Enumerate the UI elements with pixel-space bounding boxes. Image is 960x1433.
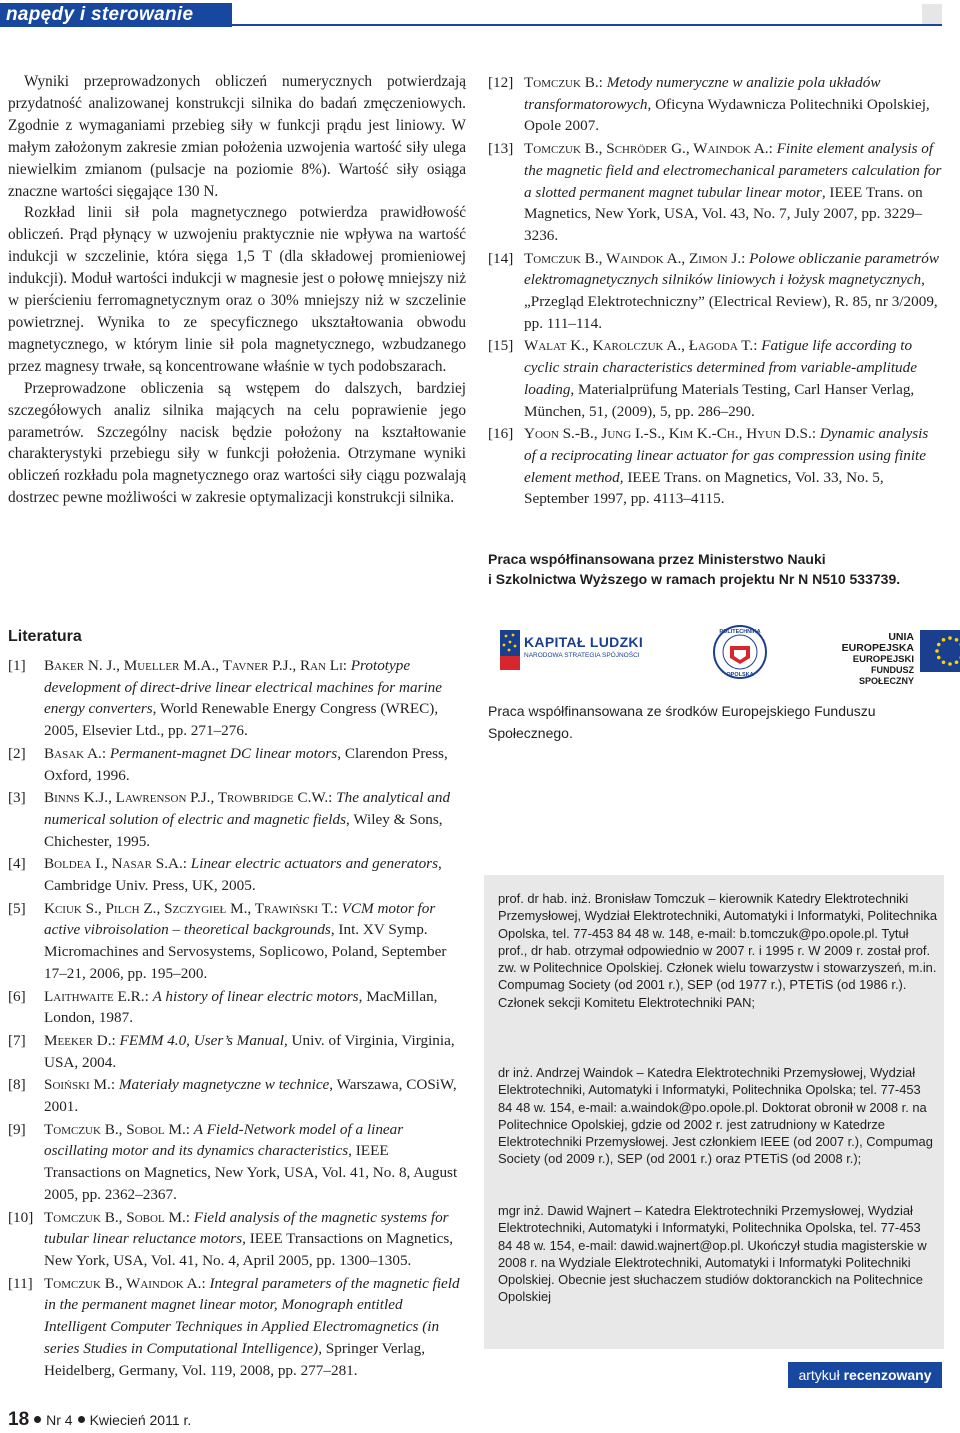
reference-number: [2] [8,744,26,762]
ue-logo-line: FUNDUSZ SPOŁECZNY [858,665,914,686]
reference-details: , Materialprüfung Materials Testing, Carl Hanser Verlag, München, 51, (2009), 5, pp. 286–290. [524,380,915,420]
reference-authors: Walat K., Karolczuk A., Łagoda T. [524,337,754,355]
reference-title: Polowe obliczanie parametrów elektromagnetycznych silników liniowych i łożysk magnetycznych [524,249,940,289]
reference-authors: Basak A. [44,744,102,762]
reference-title: Metody numeryczne w analizie pola układów transformatorowych [524,74,881,113]
reference-item [488,423,943,510]
eu-star-icon [948,636,952,640]
politechnika-opolska-seal-icon [712,624,768,680]
reference-authors: Kciuk S., Pilch Z., Szczygieł M., Trawiński T. [44,899,334,917]
eu-star-icon [937,643,941,647]
reference-authors: Soiński M. [44,1076,111,1094]
reference-separator: : [753,337,762,355]
eu-star-icon [948,662,952,666]
reference-details: , Univ. of Virginia, Virginia, USA, 2004. [44,1031,455,1071]
eu-star-icon [955,660,959,664]
bullet-icon [34,1416,41,1423]
reference-item [8,743,466,786]
reference-number: [5] [8,899,26,917]
reference-number: [8] [8,1076,26,1094]
reference-details: , Int. XV Symp. Micromachines and Servosystems, Soplicowo, Poland, September 17–21, 2006, pp. 195–200. [44,921,447,982]
reference-details: , MacMillan, London, 1987. [44,987,438,1027]
reference-number: [15] [488,337,514,355]
kapital-ludzki-logo-sub: NARODOWA STRATEGIA SPÓJNOŚCI [524,652,640,659]
reference-details: , „Przegląd Elektrotechniczny” (Electrical Review), R. 85, nr 3/2009, pp. 111–114. [524,271,938,332]
reference-item [488,138,943,247]
bullet-icon [78,1416,85,1423]
reference-separator: : [811,425,820,443]
eu-star-icon [942,638,946,642]
reference-title: A Field-Network model of a linear oscillating motor and its dynamics characteristics [44,1120,404,1160]
author-bios-box [484,875,944,1349]
funding-note-line: i Szkolnictwa Wyższego w ramach projektu Nr N N510 533739. [488,571,901,587]
seal-bottom-text: OPOLSKA [726,672,754,678]
reference-number: [9] [8,1120,26,1138]
reference-title: VCM motor for active vibroisolation – theoretical backgrounds [44,899,436,939]
header-corner-square [922,4,942,24]
reference-item [488,72,943,137]
reference-number: [11] [8,1274,33,1292]
author-bio: prof. dr hab. inż. Bronisław Tomczuk – kierownik Katedry Elektrotechniki Przemysłowej, Wydział Elektrotechniki, Automatyki i Informatyki, Politechnika Opolska, tel. 77-453 84 48 w. 148, e-mail: b.tomczuk@po.opole.pl. Tytuł prof., dr hab. otrzymał odpowiednio w 2007 r. i 1995 r. W 2009 r. został prof. zw. w Politechnice Opolskiej. Członek wielu towarzystw i stowarzyszeń, m.in. Compumag Society (od 2001 r.), SEP (od 1977 r.), PTETiS (od 1986 r.). Członek sekcji Komitetu Elektrotechniki PAN; [498,891,938,1010]
sponsor-logos [484,624,944,686]
reference-details: , Wiley & Sons, Chichester, 1995. [44,810,443,850]
reference-details: , Clarendon Press, Oxford, 1996. [44,744,448,784]
reference-number: [16] [488,425,514,443]
reference-title: Fatigue life according to cyclic strain characteristics determined from variable-amplitude loading [524,337,917,398]
reference-number: [4] [8,855,26,873]
reference-authors: Tomczuk B., Waindok A., Zimon J. [524,249,742,267]
reference-separator: : [111,1031,120,1049]
reference-separator: : [768,140,777,158]
eu-funding-note: Praca współfinansowana ze środków Europejskiego Funduszu Społecznego. [488,703,876,741]
seal-top-text: POLITECHNIKA [719,629,761,635]
kapital-ludzki-logo [524,634,643,659]
reference-title: The analytical and numerical solution of electric and magnetic fields [44,789,451,828]
ue-logo-line: UNIA EUROPEJSKA [841,631,914,654]
reference-item [8,853,466,896]
reference-item [8,1273,466,1382]
author-bio: dr inż. Andrzej Waindok – Katedra Elektrotechniki Przemysłowej, Wydział Elektrotechniki, Automatyki i Informatyki, Politechnika Opolska; tel. 77-453 84 48 w. 154, e-mail: a.waindok@po.opole.pl. Doktorat obronił w 2008 r. na Politechnice Opolskiej, gdzie od 2002 r. jest zatrudniony w Katedrze Elektrotechniki Przemysłowej. Jest członkiem IEEE (od 2007 r.), Compumag Society (od 2009 r.), SEP (od 2001 r.) oraz PTETiS (od 2008 r.); [498,1065,933,1167]
reference-item [8,787,466,852]
reference-separator: : [185,1208,194,1226]
reference-title: Finite element analysis of the magnetic field and electromechanical parameters calculation for a slotted permanent magnet tubular linear motor [524,140,942,201]
reference-item [8,986,466,1029]
reference-number: [14] [488,249,514,267]
body-paragraph: Przeprowadzone obliczenia są wstępem do dalszych, bardziej szczegółowych analiz silnika mających na celu poprawienie jego parametrów. Szczególny nacisk będzie położony na kształtowanie charakterystyki przebiegu siły w funkcji położenia. Otrzymane wyniki obliczeń rozkładu pola magnetycznego oraz wartości siły ciągu pozwalają dostrzec pewne możliwości w zakresie optymalizacji konstrukcji silnika. [8,379,466,507]
reference-separator: : [101,744,110,762]
reference-separator: : [741,249,750,267]
reference-separator: : [144,987,153,1005]
reference-separator: : [598,74,607,91]
reference-separator: : [328,789,337,807]
reference-details: , IEEE Transactions on Magnetics, New York, USA, Vol. 41, No. 8, August 2005, pp. 2362–2367. [44,1142,458,1203]
references-heading: Literatura [8,628,82,645]
reference-details: , Springer Verlag, Heidelberg, Germany, Vol. 119, 2008, pp. 277–281. [44,1339,426,1379]
reference-item [488,248,943,335]
funding-note [488,549,948,589]
reference-authors: Tomczuk B. [524,74,599,91]
reference-details: , Cambridge Univ. Press, UK, 2005. [44,855,442,895]
references-list-left [8,655,466,1382]
reference-separator: : [342,657,351,674]
page-footer [8,1409,191,1431]
body-text-column [8,71,466,509]
eu-star-icon [935,649,939,653]
funding-note-line: Praca współfinansowana przez Ministerstwo Nauki [488,551,826,567]
reference-title: Permanent-magnet DC linear motors [109,744,338,762]
reference-separator: : [182,855,191,873]
reference-number: [13] [488,140,514,158]
reference-separator: : [201,1274,210,1292]
body-paragraph: Wyniki przeprowadzonych obliczeń numerycznych potwierdzają przydatność analizowanej konstrukcji silnika do badań zmęczeniowych. Zgodnie z wymaganiami przebieg siły w funkcji prądu jest liniowy. W małym założonym zakresie zmian położenia uzwojenia wartość siły ulega niewielkim zmianom (pulsacje na poziomie 8%). Wartość siły osiąga znaczne wartości sięgające 130 N. [8,73,466,200]
badge-word-bold: recenzowany [843,1367,932,1383]
body-paragraph: Rozkład linii sił pola magnetycznego potwierdza prawidłowość obliczeń. Prąd płynący w uzwojeniu praktycznie nie wpływa na wartość indukcji w szczelinie, która sięga 1,5 T (dla składowej promieniowej indukcji). Moduł wartości indukcji w magnesie jest o połowę mniejszy niż w pierścieniu ferromagnetycznym oraz o 30% mniejszy niż w szczelinie powietrznej. Wynika to ze specyficznego ukształtowania obwodu magnetycznego, w którym linie sił pola magnetycznego, wzbudzanego przez magnesy trwałe, są koncentrowane właśnie w tych podobszarach. [8,204,466,375]
reference-details: , IEEE Trans. on Magnetics, New York, USA, Vol. 43, No. 7, July 2007, pp. 3229–3236. [524,183,923,244]
reference-item [8,655,466,742]
header-rule [232,24,942,26]
reference-separator: : [185,1120,194,1138]
kapital-ludzki-logo-icon [500,630,520,670]
reference-authors: Laithwaite E.R. [44,987,145,1005]
badge-word: artykuł [798,1367,840,1383]
issue-date: Kwiecień 2011 r. [89,1412,192,1428]
eu-star-icon [955,638,959,642]
reference-title: Materiały magnetyczne w technice [118,1076,330,1094]
reference-title: Linear electric actuators and generators [190,855,438,873]
reference-number: [1] [8,657,26,674]
reference-separator: : [110,1076,119,1094]
reference-number: [10] [8,1208,34,1226]
references-list-right [488,72,943,511]
unia-europejska-logo [816,632,914,687]
reference-authors: Tomczuk B., Waindok A. [44,1274,202,1292]
reference-item [488,335,943,422]
reference-title: Prototype development of direct-drive linear electrical machines for marine energy converters [44,657,442,718]
reference-authors: Baker N. J., Mueller M.A., Tavner P.J., Ran Li [44,657,343,674]
reference-authors: Boldea I., Nasar S.A. [44,855,183,873]
reference-details: , IEEE Transactions on Magnetics, New York, USA, Vol. 41, No. 4, April 2005, pp. 1300–1305. [44,1230,454,1269]
reference-item [8,1207,466,1272]
reference-authors: Yoon S.-B., Jung I.-S., Kim K.-Ch., Hyun D.S. [524,425,812,443]
reference-number: [3] [8,789,26,807]
reference-item [8,1030,466,1073]
kapital-ludzki-logo-name: KAPITAŁ LUDZKI [524,634,644,650]
reference-separator: : [333,899,342,917]
reference-item [8,898,466,985]
eu-star-icon [937,656,941,660]
reference-item [8,1074,466,1117]
reference-title: Dynamic analysis of a reciprocating linear actuator for gas compression using finite element method [524,425,929,486]
reference-title: A history of linear electric motors [152,987,359,1005]
reference-details: , World Renewable Energy Congress (WREC), 2005, Elsevier Ltd., pp. 271–276. [44,700,439,740]
section-title: napędy i sterowanie [6,4,194,25]
peer-reviewed-badge [788,1362,942,1388]
reference-authors: Binns K.J., Lawrenson P.J., Trowbridge C.W. [44,789,329,807]
reference-authors: Meeker D. [44,1031,112,1049]
reference-title: FEMM 4.0, User’s Manual [119,1031,284,1049]
reference-authors: Tomczuk B., Sobol M. [44,1208,186,1226]
reference-number: [6] [8,987,26,1005]
reference-details: , Warszawa, COSiW, 2001. [44,1076,457,1116]
reference-title: Field analysis of the magnetic systems for tubular linear reluctance motors [44,1208,449,1248]
eu-flag-icon [920,630,960,672]
reference-item [8,1119,466,1206]
ue-logo-line: EUROPEJSKI [852,654,914,665]
author-bio: mgr inż. Dawid Wajnert – Katedra Elektrotechniki Przemysłowej, Wydział Elektrotechniki, Automatyki i Informatyki, Politechnika Opolska, tel. 77-453 84 48 w. 154, e-mail: dawid.wajnert@op.pl. Ukończył studia magisterskie w 2008 r. na Wydziale Elektrotechniki, Automatyki i Informatyki Politechniki Opolskiej. Obecnie jest słuchaczem studiów doktoranckich na Politechnice Opolskiej [498,1203,927,1305]
reference-title: Integral parameters of the magnetic field in the permanent magnet linear motor, Monograph entitled Intelligent Computer Techniques in Applied Electromagnetics (in series Studies in Computational Intelligence) [44,1274,460,1357]
eu-star-icon [942,660,946,664]
reference-authors: Tomczuk B., Sobol M. [44,1120,186,1138]
reference-number: [7] [8,1031,26,1049]
section-header [0,0,942,28]
page-number: 18 [8,1409,30,1430]
issue-number: Nr 4 [46,1412,73,1428]
reference-details: , Oficyna Wydawnicza Politechniki Opolskiej, Opole 2007. [524,95,930,135]
reference-number: [12] [488,74,514,91]
reference-details: , IEEE Trans. on Magnetics, Vol. 33, No. 5, September 1997, pp. 4113–4115. [524,468,884,508]
reference-authors: Tomczuk B., Schröder G., Waindok A. [524,140,769,158]
